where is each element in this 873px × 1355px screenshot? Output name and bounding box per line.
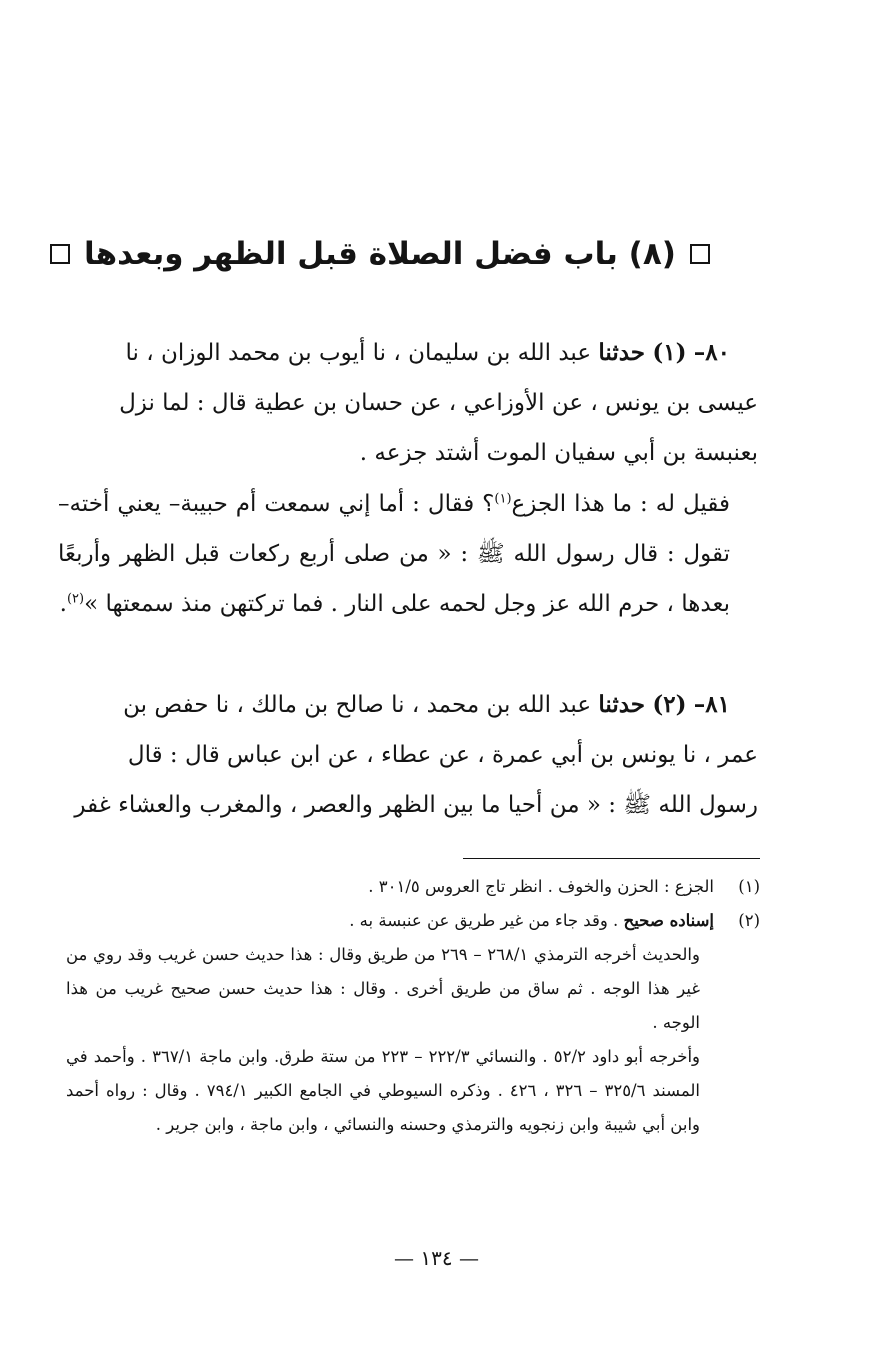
hadith-number: ٨١– — [693, 691, 730, 718]
hadith-80-paragraph — [58, 479, 758, 629]
footnote-marker: (٢) — [66, 591, 85, 607]
hadith-sub-number: (٢) — [652, 691, 687, 718]
footnote-number: (٢) — [738, 911, 760, 930]
hadith-81-line1 — [58, 680, 758, 730]
matn-text: ؟ فقال : أما إني سمعت أم حبيبة– يعني أخته– تقول : قال رسول الله ﷺ : « من صلى أربع ركعات قبل الظهر وأربعًا بعدها ، حرم الله عز وجل لحمه على النار . فما تركتهن منذ سمعتها » — [58, 491, 730, 617]
footnotes — [66, 870, 760, 1142]
hadith-80-matn — [58, 479, 758, 629]
footnote-detail: . وقد جاء من غير طريق عن عنبسة به . — [349, 911, 619, 930]
hadith-81-line3: رسول الله ﷺ : « من أحيا ما بين الظهر والعصر ، والمغرب والعشاء غفر — [74, 792, 758, 818]
chapter-heading — [70, 226, 690, 282]
footnote-2-continuation — [66, 938, 760, 1142]
matn-text: فقيل له : ما هذا الجزع — [511, 491, 730, 517]
grading-text: إسناده صحيح — [623, 911, 714, 930]
hadith-81 — [58, 680, 758, 830]
footnote-1 — [66, 870, 760, 904]
haddathana-word: حدثنا — [598, 691, 646, 718]
isnad-text: عبد الله بن محمد ، نا صالح بن مالك ، نا حفص بن — [123, 692, 592, 718]
hadith-80-isnad — [58, 328, 758, 478]
footnote-text — [66, 904, 714, 938]
hadith-80-line3: بعنبسة بن أبي سفيان الموت أشتد جزعه . — [359, 440, 758, 466]
hadith-number: ٨٠– — [693, 339, 730, 366]
footnote-2-para3: وأخرجه أبو داود ٥٢/٢ . والنسائي ٢٢٢/٣ – ٢٢٣ من ستة طرق. وابن ماجة ٣٦٧/١ . وأحمد في المسند ٣٢٥/٦ – ٣٢٦ ، ٤٢٦ . وذكره السيوطي في الجامع الكبير ٧٩٤/١ . وقال : رواه أحمد وابن أبي شيبة وابن زنجويه والترمذي وحسنه والنسائي ، وابن ماجة ، وابن جرير . — [66, 1047, 701, 1134]
hadith-81-line2: عمر ، نا يونس بن أبي عمرة ، عن عطاء ، عن ابن عباس قال : قال — [127, 742, 758, 768]
hadith-80-line2: عيسى بن يونس ، عن الأوزاعي ، عن حسان بن عطية قال : لما نزل — [119, 390, 758, 416]
square-ornament-icon — [50, 244, 70, 264]
hadith-sub-number: (١) — [652, 339, 687, 366]
square-ornament-icon — [690, 244, 710, 264]
footnote-text: الجزع : الحزن والخوف . انظر تاج العروس ٣٠١/٥ . — [368, 877, 714, 896]
haddathana-word: حدثنا — [598, 339, 646, 366]
footnote-number: (١) — [738, 877, 760, 896]
footnote-separator — [463, 858, 760, 859]
hadith-80-line1 — [58, 328, 758, 378]
matn-end: . — [59, 591, 67, 617]
footnote-marker: (١) — [494, 491, 512, 507]
page-number: — ١٣٤ — — [394, 1246, 479, 1270]
isnad-text: عبد الله بن سليمان ، نا أيوب بن محمد الوزان ، نا — [125, 340, 592, 366]
footnote-2-para2: والحديث أخرجه الترمذي ٢٦٨/١ – ٢٦٩ من طريق وقال : هذا حديث حسن غريب وقد روي من غير هذا الوجه . ثم ساق من طريق أخرى . وقال : هذا حديث حسن صحيح غريب من هذا الوجه . — [66, 945, 700, 1032]
chapter-title: (٨) باب فضل الصلاة قبل الظهر وبعدها — [84, 236, 676, 272]
footnote-2 — [66, 904, 760, 938]
